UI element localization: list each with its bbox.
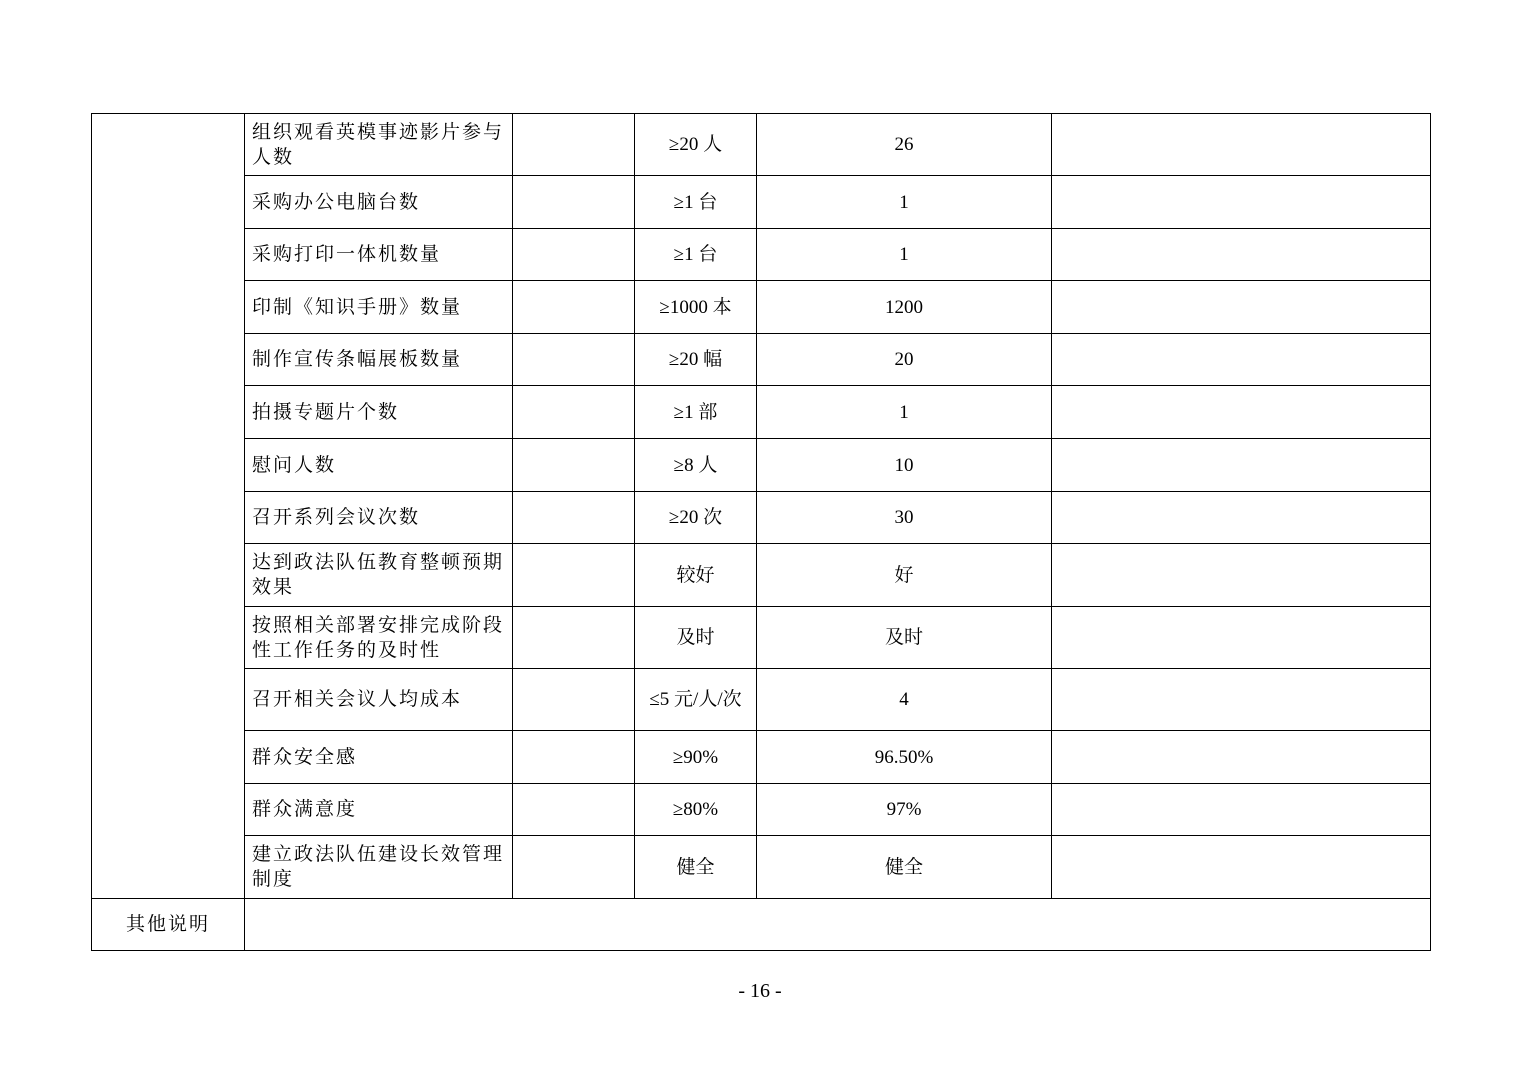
- blank-cell: [513, 607, 635, 669]
- blank-cell: [513, 281, 635, 334]
- indicator-standard: ≥1 台: [635, 176, 757, 229]
- indicator-name: 印制《知识手册》数量: [245, 281, 513, 334]
- indicator-remark: [1052, 784, 1431, 836]
- blank-cell: [513, 784, 635, 836]
- indicator-remark: [1052, 176, 1431, 229]
- table-row: [92, 334, 1431, 386]
- indicator-remark: [1052, 836, 1431, 899]
- indicator-actual: 4: [757, 669, 1052, 731]
- indicator-standard: 及时: [635, 607, 757, 669]
- indicator-standard: ≥20 幅: [635, 334, 757, 386]
- indicator-actual: 1: [757, 386, 1052, 439]
- category-cell: [92, 114, 245, 899]
- table-row: [92, 281, 1431, 334]
- indicator-actual: 好: [757, 544, 1052, 607]
- indicator-standard: 较好: [635, 544, 757, 607]
- performance-table: [91, 113, 1431, 951]
- indicator-actual: 10: [757, 439, 1052, 492]
- indicator-name: 组织观看英模事迹影片参与人数: [245, 114, 513, 176]
- indicator-remark: [1052, 229, 1431, 281]
- indicator-remark: [1052, 492, 1431, 544]
- indicator-actual: 20: [757, 334, 1052, 386]
- indicator-actual: 健全: [757, 836, 1052, 899]
- indicator-name: 采购办公电脑台数: [245, 176, 513, 229]
- table-row: [92, 492, 1431, 544]
- table-row: [92, 544, 1431, 607]
- table-row: [92, 731, 1431, 784]
- blank-cell: [513, 492, 635, 544]
- blank-cell: [513, 669, 635, 731]
- other-notes-value: [245, 899, 1431, 951]
- indicator-actual: 1: [757, 229, 1052, 281]
- other-notes-label: 其他说明: [92, 899, 245, 951]
- blank-cell: [513, 439, 635, 492]
- indicator-standard: ≥80%: [635, 784, 757, 836]
- blank-cell: [513, 114, 635, 176]
- indicator-name: 群众安全感: [245, 731, 513, 784]
- table-row: [92, 607, 1431, 669]
- table-row: [92, 669, 1431, 731]
- blank-cell: [513, 229, 635, 281]
- blank-cell: [513, 731, 635, 784]
- indicator-remark: [1052, 281, 1431, 334]
- indicator-name: 按照相关部署安排完成阶段性工作任务的及时性: [245, 607, 513, 669]
- indicator-name: 制作宣传条幅展板数量: [245, 334, 513, 386]
- indicator-remark: [1052, 669, 1431, 731]
- table-row: [92, 114, 1431, 176]
- table-row: [92, 439, 1431, 492]
- blank-cell: [513, 836, 635, 899]
- indicator-name: 达到政法队伍教育整顿预期效果: [245, 544, 513, 607]
- indicator-remark: [1052, 607, 1431, 669]
- indicator-standard: ≥20 人: [635, 114, 757, 176]
- blank-cell: [513, 386, 635, 439]
- indicator-remark: [1052, 334, 1431, 386]
- table-row: [92, 229, 1431, 281]
- indicator-standard: 健全: [635, 836, 757, 899]
- table-row: [92, 836, 1431, 899]
- indicator-remark: [1052, 114, 1431, 176]
- indicator-remark: [1052, 439, 1431, 492]
- indicator-standard: ≥1000 本: [635, 281, 757, 334]
- indicator-standard: ≥90%: [635, 731, 757, 784]
- indicator-actual: 1200: [757, 281, 1052, 334]
- other-notes-row: [92, 899, 1431, 951]
- indicator-standard: ≥20 次: [635, 492, 757, 544]
- indicator-name: 群众满意度: [245, 784, 513, 836]
- indicator-name: 拍摄专题片个数: [245, 386, 513, 439]
- blank-cell: [513, 544, 635, 607]
- indicator-standard: ≥8 人: [635, 439, 757, 492]
- indicator-actual: 30: [757, 492, 1052, 544]
- indicator-name: 建立政法队伍建设长效管理制度: [245, 836, 513, 899]
- table-row: [92, 176, 1431, 229]
- indicator-remark: [1052, 386, 1431, 439]
- indicator-standard: ≤5 元/人/次: [635, 669, 757, 731]
- indicator-actual: 97%: [757, 784, 1052, 836]
- indicator-remark: [1052, 731, 1431, 784]
- indicator-name: 慰问人数: [245, 439, 513, 492]
- blank-cell: [513, 176, 635, 229]
- indicator-name: 召开系列会议次数: [245, 492, 513, 544]
- indicator-remark: [1052, 544, 1431, 607]
- indicator-actual: 96.50%: [757, 731, 1052, 784]
- indicator-actual: 及时: [757, 607, 1052, 669]
- blank-cell: [513, 334, 635, 386]
- indicator-name: 采购打印一体机数量: [245, 229, 513, 281]
- indicator-actual: 26: [757, 114, 1052, 176]
- indicator-standard: ≥1 部: [635, 386, 757, 439]
- indicator-name: 召开相关会议人均成本: [245, 669, 513, 731]
- table-row: [92, 784, 1431, 836]
- indicator-actual: 1: [757, 176, 1052, 229]
- table-row: [92, 386, 1431, 439]
- page-number: - 16 -: [738, 980, 782, 1002]
- indicator-standard: ≥1 台: [635, 229, 757, 281]
